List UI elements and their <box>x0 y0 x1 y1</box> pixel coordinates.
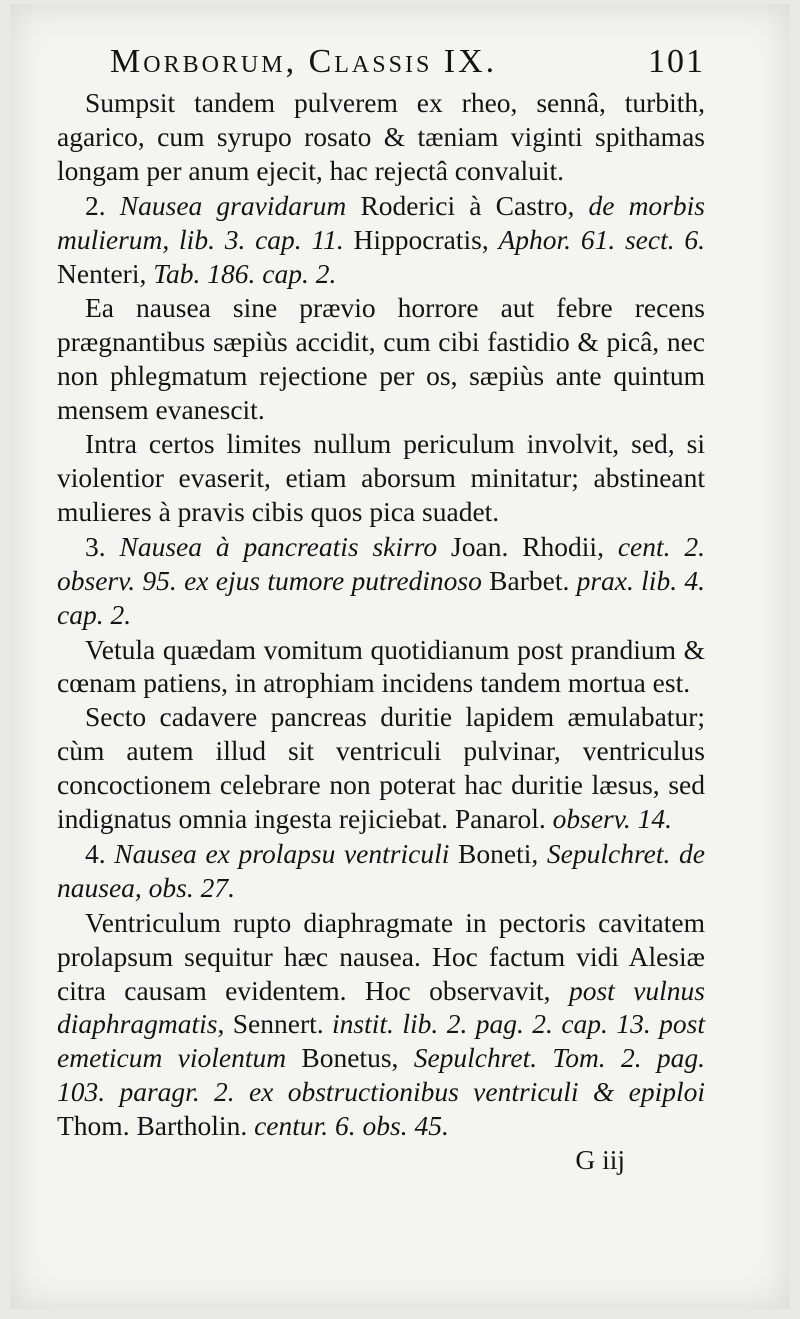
italic-citation: de morbis mulierum, lib. 3. cap. 11. <box>57 189 705 255</box>
section-heading <box>57 530 705 632</box>
signature-mark: G iij <box>575 1144 625 1176</box>
paragraph <box>57 633 705 701</box>
text-run: Bonetus, <box>286 1042 414 1074</box>
body-text <box>57 86 705 1177</box>
page-number: 101 <box>648 43 705 80</box>
text-run: Secto cadavere pancreas duritie lapidem æmulabatur; cùm autem illud sit ventriculi pulvinar, ventriculus concoctionem celebrare non poterat hac duritie læsus, sed indignatus omnia ingesta rejiciebat. Panarol. <box>57 701 705 835</box>
text-run: Hippocratis, <box>343 223 499 255</box>
text-run: Vetula quædam vomitum quotidianum post prandium & cœnam patiens, in atrophiam incidens tandem mortua est. <box>57 633 705 699</box>
text-run: Ventriculum rupto diaphragmate in pectoris cavitatem prolapsum sequitur hæc nausea. Hoc factum vidi Alesiæ citra causam evidentem. Hoc observavit, <box>57 906 705 1006</box>
italic-citation: Nausea à pancreatis skirro <box>119 530 438 562</box>
italic-citation: Sepulchret. Tom. 2. pag. 103. paragr. 2. ex obstructionibus ventriculi & epiploi <box>57 1042 705 1108</box>
text-run: Thom. Bartholin. <box>57 1110 255 1142</box>
text-run: Intra certos limites nullum periculum involvit, sed, si violentior evaserit, etiam aborsum minitatur; abstineant mulieres à pravis cibis quos pica suadet. <box>57 428 705 527</box>
italic-citation: instit. lib. 2. pag. 2. cap. 13. post emeticum violentum <box>57 1008 705 1074</box>
text-run: Barbet. <box>481 564 577 596</box>
text-run: Sumpsit tandem pulverem ex rheo, sennâ, turbith, agarico, cum syrupo rosato & tæniam viginti spithamas longam per anum ejecit, hac rejectâ convaluit. <box>57 87 705 186</box>
italic-citation: Nausea gravidarum <box>119 189 347 221</box>
italic-citation: prax. lib. 4. cap. 2. <box>57 564 705 630</box>
text-run: Boneti, <box>449 837 547 869</box>
running-title: Morborum, Classis IX. <box>110 43 498 80</box>
paragraph <box>57 86 705 188</box>
page-header <box>110 40 705 84</box>
italic-citation: Sepulchret. de nausea, obs. 27. <box>57 837 705 903</box>
text-run: 4. <box>85 837 115 869</box>
section-heading <box>57 189 705 291</box>
text-run: 2. <box>85 189 120 221</box>
section-heading <box>57 837 705 905</box>
signature-line <box>57 1143 705 1177</box>
paragraph <box>57 700 705 836</box>
text-run: Ea nausea sine prævio horrore aut febre recens prægnantibus sæpiùs accidit, cum cibi fastidio & picâ, nec non phlegmatum rejectione per os, sæpiùs ante quintum mensem evanescit. <box>57 292 705 426</box>
italic-citation: observ. 14. <box>552 803 673 835</box>
italic-citation: centur. 6. obs. 45. <box>254 1110 449 1142</box>
text-run: Joan. Rhodii, <box>437 530 618 562</box>
text-run: Nenteri, <box>57 257 154 289</box>
text-run: 3. <box>85 530 120 562</box>
italic-citation: post vulnus diaphragmatis <box>57 974 706 1040</box>
text-run: Roderici à Castro, <box>346 189 589 221</box>
paragraph <box>57 906 705 1143</box>
italic-citation: Nausea ex prolapsu ventriculi <box>114 837 450 869</box>
text-run: , Sennert. <box>217 1008 333 1040</box>
italic-citation: cent. 2. observ. 95. ex ejus tumore putredinoso <box>57 530 706 596</box>
paragraph <box>57 291 705 427</box>
paragraph <box>57 427 705 529</box>
italic-citation: Aphor. 61. sect. 6. <box>498 223 705 255</box>
italic-citation: Tab. 186. cap. 2. <box>153 257 337 289</box>
book-page <box>10 4 790 1309</box>
